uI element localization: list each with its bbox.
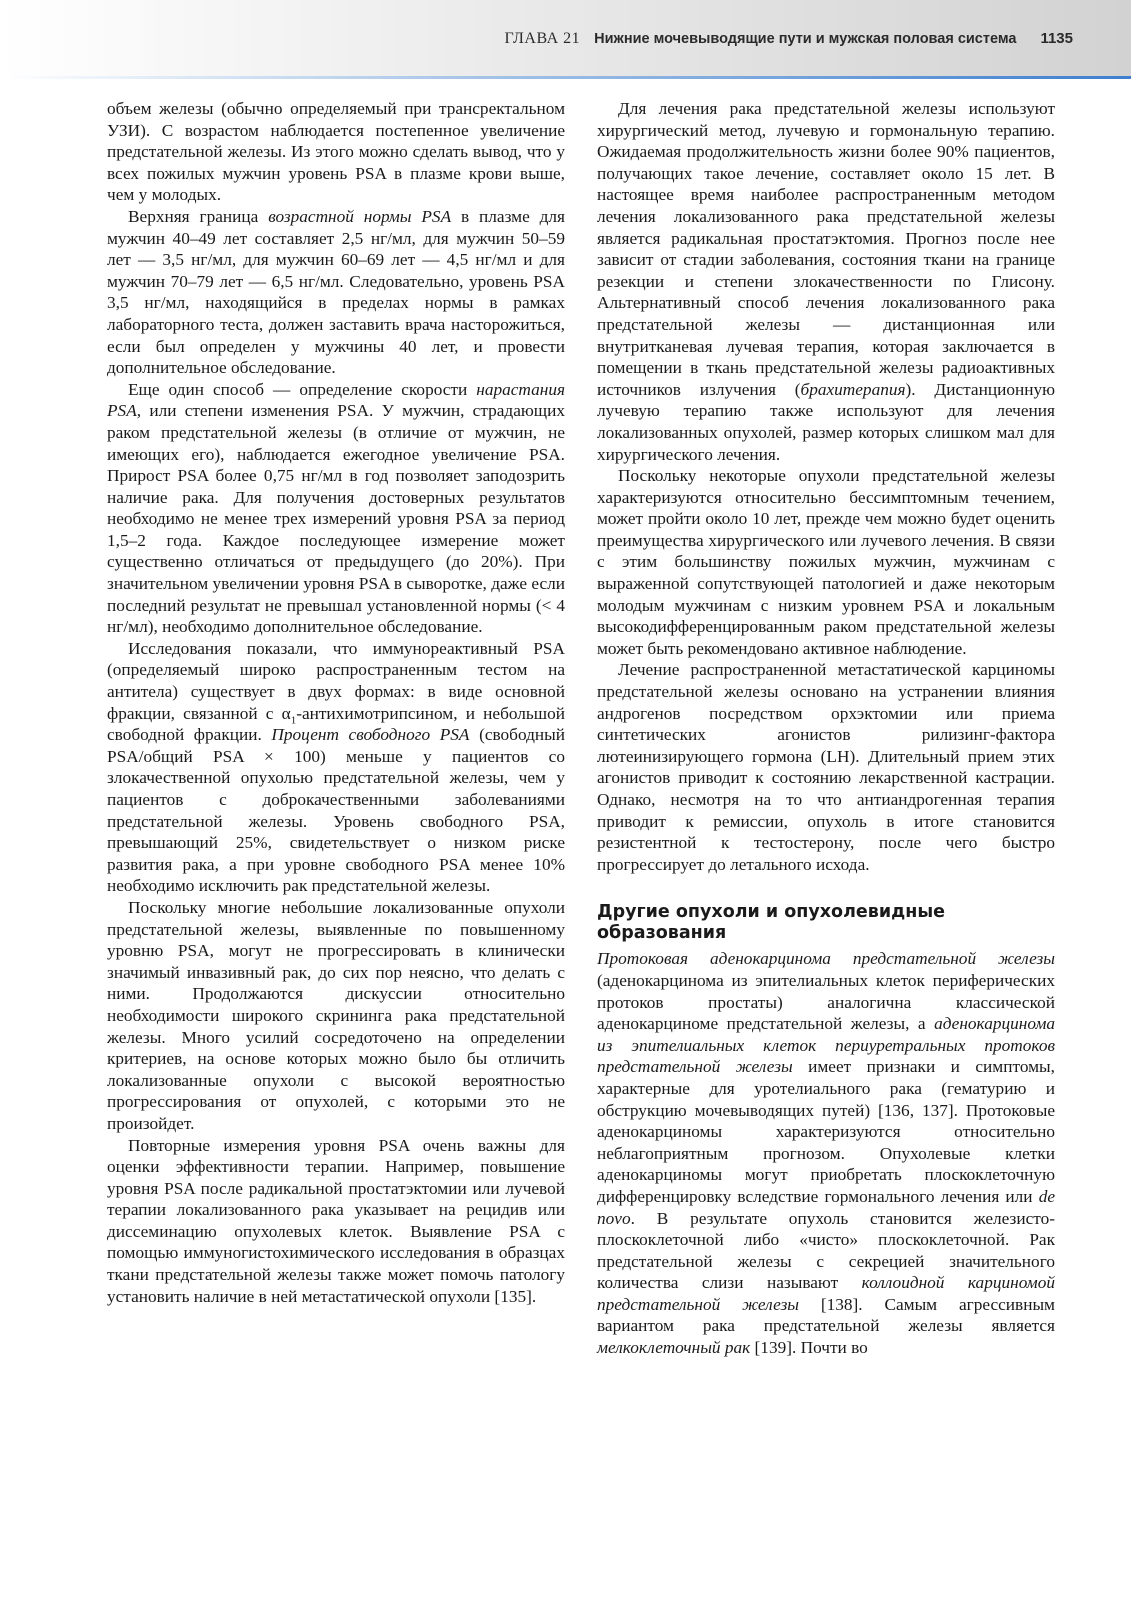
paragraph-text: (аденокарцинома из эпителиальных клеток периферических протоков простаты) аналогична классической аденокарциноме предстательной железы, а bbox=[597, 970, 1055, 1034]
subscript: 1 bbox=[290, 714, 297, 727]
paragraph-text: имеет признаки и симптомы, характерные для уротелиального рака (гематурию и обструкцию мочевыводящих путей) [136, 137]. Протоковые аденокарциномы характеризуются относительно неблагоприятным прогнозом. Опухолевые клетки аденокарциномы могут приобретать плоскоклеточную дифференцировку вследствие гормонального лечения или bbox=[597, 1057, 1055, 1206]
paragraph-text: , или степени изменения PSA. У мужчин, страдающих раком предстательной железы (в отличие от мужчин, не имеющих его), наблюдается ежегодное увеличение PSA. Прирост PSA более 0,75 нг/мл в год позволяет заподозрить наличие рака. Для получения достоверных результатов необходимо не менее трех измерений уровня PSA за период 1,5–2 года. Каждое последующее измерение может существенно отличаться от предыдущего (до 20%). При значительном увеличении уровня PSA в сыворотке, даже если последний результат не превышал установленной нормы (< 4 нг/мл), необходимо дополнительное обследование. bbox=[107, 401, 566, 637]
paragraph-text: Поскольку многие небольшие локализованные опухоли предстательной железы, выявленные по повышенному уровню PSA, могут не прогрессировать в клинически значимый инвазивный рак, до сих пор неясно, что делать с ними. Продолжаются дискуссии относительно необходимости широкого скрининга рака предстательной железы. Много усилий сосредоточено на определении критериев, на основе которых можно было бы отличить локализованные опухоли с высокой вероятностью прогрессирования от опухолей, с которыми это не произойдет. bbox=[107, 897, 565, 1133]
emphasis-term: Процент свободного PSA bbox=[271, 725, 470, 745]
paragraph bbox=[107, 1135, 565, 1308]
emphasis-term: нарастания PSA bbox=[107, 379, 565, 421]
paragraph-text: [139]. Почти во bbox=[750, 1338, 868, 1358]
paragraph bbox=[107, 98, 565, 206]
paragraph bbox=[597, 465, 1055, 659]
paragraph bbox=[107, 638, 565, 897]
paragraph-text: объем железы (обычно определяемый при трансректальном УЗИ). С возрастом наблюдается постепенное увеличение предстательной железы. Из этого можно сделать вывод, что у всех пожилых мужчин уровень PSA в плазме крови выше, чем у молодых. bbox=[107, 99, 565, 205]
page-number: 1135 bbox=[1040, 30, 1073, 47]
emphasis-term: Протоковая аденокарцинома предстательной железы bbox=[597, 949, 1055, 969]
paragraph bbox=[107, 206, 565, 379]
paragraph-text: . В результате опухоль становится железисто-плоскоклеточной либо «чисто» плоскоклеточной. Рак предстательной железы с секрецией значительного количества слизи называют bbox=[597, 1208, 1055, 1293]
header-accent-line bbox=[0, 76, 1131, 79]
right-text-column bbox=[597, 98, 1055, 1359]
left-text-column bbox=[107, 98, 565, 1307]
paragraph-text: Для лечения рака предстательной железы используют хирургический метод, лучевую и гормональную терапию. Ожидаемая продолжительность жизни более 90% пациентов, получающих такое лечение, составляет около 15 лет. В настоящее время наиболее распространенным методом лечения локализованного рака предстательной железы является радикальная простатэктомия. Прогноз после нее зависит от стадии заболевания, состояния ткани на границе резекции и степени злокачественности по Глисону. Альтернативный способ лечения локализованного рака предстательной железы — дистанционная или внутритканевая лучевая терапия, которая заключается в помещении в ткань предстательной железы радиоактивных источников излучения ( bbox=[597, 99, 1055, 399]
paragraph-text: Исследования показали, что иммунореактивный PSA (определяемый широко распространенным тестом на антитела) существует в двух формах: в виде основной фракции, связанной с α bbox=[107, 638, 565, 723]
running-header bbox=[504, 30, 1073, 48]
emphasis-term: de novo bbox=[597, 1186, 1055, 1228]
chapter-title: Нижние мочевыводящие пути и мужская половая система bbox=[594, 31, 1017, 47]
paragraph bbox=[597, 659, 1055, 875]
paragraph-text: (свободный PSA/общий PSA × 100) меньше у пациентов со злокачественной опухолью предстательной железы, чем у пациентов с доброкачественными заболеваниями предстательной железы. Уровень свободного PSA, превышающий 25%, свидетельствует о низком риске развития рака, а при уровне свободного PSA менее 10% необходимо исключить рак предстательной железы. bbox=[107, 725, 566, 896]
paragraph-text: [138]. Самым агрессивным вариантом рака предстательной железы является bbox=[597, 1294, 1055, 1336]
paragraph-text: Верхняя граница bbox=[128, 206, 269, 226]
emphasis-term: мелкоклеточный рак bbox=[597, 1338, 751, 1358]
section-heading: Другие опухоли и опухолевидные образования bbox=[597, 902, 946, 944]
paragraph-text: ). Дистанционную лучевую терапию также используют для лечения локализованных опухолей, размер которых слишком мал для хирургического лечения. bbox=[597, 379, 1056, 464]
paragraph bbox=[107, 897, 565, 1135]
emphasis-term: аденокарцинома из эпителиальных клеток периуретральных протоков предстательной железы bbox=[597, 1014, 1055, 1077]
paragraph bbox=[107, 379, 565, 638]
paragraph-text: -антихимотрипсином, и небольшой свободной фракции. bbox=[107, 703, 565, 745]
paragraph bbox=[597, 98, 1055, 465]
emphasis-term: брахитерапия bbox=[800, 379, 906, 399]
emphasis-term: возрастной нормы PSA bbox=[268, 206, 452, 226]
paragraph-text: Лечение распространенной метастатической карциномы предстательной железы основано на устранении влияния андрогенов посредством орхэктомии или приема синтетических агонистов рилизинг-фактора лютеинизирующего гормона (LH). Длительный прием этих агонистов приводит к состоянию лекарственной кастрации. Однако, несмотря на то что антиандрогенная терапия приводит к ремиссии, опухоль в итоге становится резистентной к тестостерону, после чего быстро прогрессирует до летального исхода. bbox=[597, 660, 1055, 874]
paragraph-text: в плазме для мужчин 40–49 лет составляет 2,5 нг/мл, для мужчин 50–59 лет — 3,5 нг/мл, для мужчин 60–69 лет — 4,5 нг/мл и для мужчин 70–79 лет — 6,5 нг/мл. Следовательно, уровень PSA 3,5 нг/мл, находящийся в пределах нормы в рамках лабораторного теста, должен заставить врача насторожиться, если был определен у мужчины 40 лет, и провести дополнительное обследование. bbox=[107, 206, 565, 378]
paragraph-text: Еще один способ — определение скорости bbox=[128, 379, 477, 399]
paragraph-text: Поскольку некоторые опухоли предстательной железы характеризуются относительно бессимптомным течением, может пройти около 10 лет, прежде чем можно будет оценить преимущества хирургического или лучевого лечения. В связи с этим большинству пожилых мужчин, мужчинам с выраженной сопутствующей патологией и даже некоторым молодым мужчинам с низким уровнем PSA и локальным высокодифференцированным раком предстательной железы может быть рекомендовано активное наблюдение. bbox=[597, 466, 1055, 658]
emphasis-term: коллоидной карциномой предстательной железы bbox=[597, 1273, 1055, 1314]
paragraph bbox=[597, 948, 1055, 1358]
paragraph-text: Повторные измерения уровня PSA очень важны для оценки эффективности терапии. Например, повышение уровня PSA после радикальной простатэктомии или лучевой терапии локализованного рака указывает на рецидив или диссеминацию опухолевых клеток. Выявление PSA с помощью иммуногистохимического исследования в образцах ткани предстательной железы также может помочь патологу установить наличие в ней метастатической опухоли [135]. bbox=[107, 1135, 565, 1306]
chapter-label: ГЛАВА 21 bbox=[504, 30, 581, 47]
